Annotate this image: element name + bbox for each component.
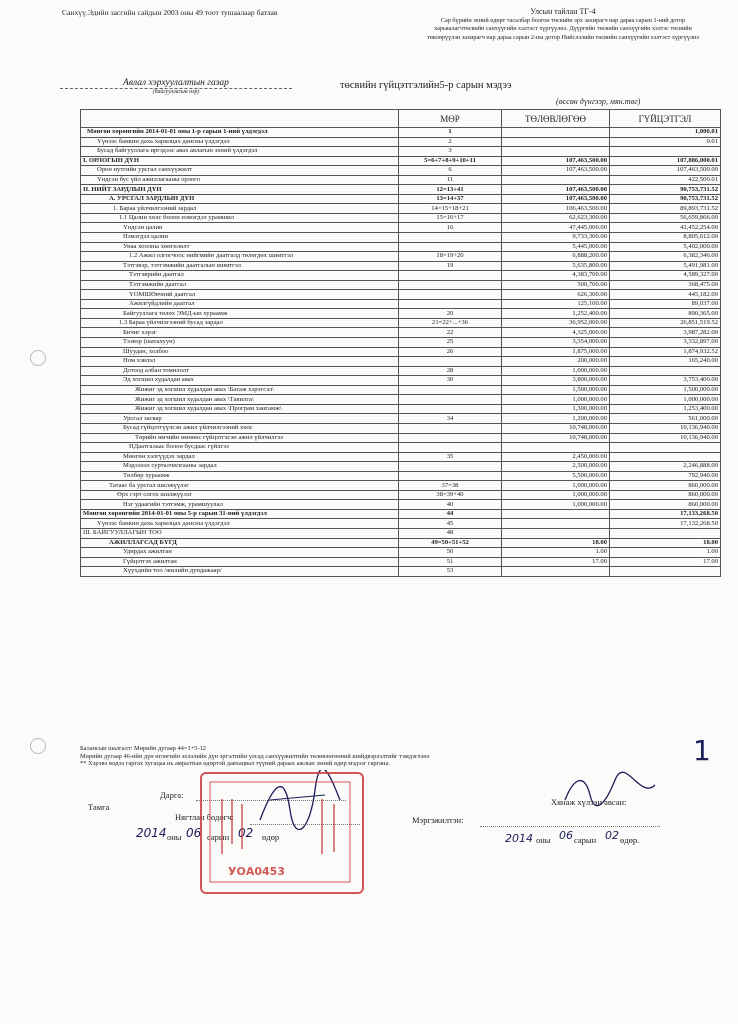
row-code: 40 [399,500,502,510]
table-row [81,528,721,538]
table-row [81,376,721,386]
row-actual-value: 6,382,346.00 [610,252,721,262]
handwritten-year-left: 2014 [136,826,167,840]
row-code [399,471,502,481]
row-label: Гүйцэтгэх ажилтан [81,557,399,567]
table-row [81,471,721,481]
row-actual-value: 860,000.00 [610,500,721,510]
row-actual-value: 5,402,000.00 [610,242,721,252]
row-actual-value: 1,500,000.00 [610,385,721,395]
row-label: 1.2 Ажил олгогчоос нийгмийн даатгалд төлөгдөх шимтгэл [81,252,399,262]
row-plan-value [502,567,610,577]
row-actual-value: 422,500.01 [610,175,721,185]
row-label: Үүнээс банкин дахь харилцах дансны үлдэгдэл [81,137,399,147]
row-code [399,242,502,252]
row-actual-value: 18.00 [610,538,721,548]
table-row [81,242,721,252]
row-plan-value: 2,450,000.00 [502,452,610,462]
table-row [81,538,721,548]
row-label: I. ОРЛОГЫН ДҮН [81,156,399,166]
row-code [399,271,502,281]
row-code [399,357,502,367]
row-code: 21=22+...+36 [399,318,502,328]
handwritten-month-left: 06 [186,826,202,840]
organization-sublabel: (байгууллагын нэр) [152,89,200,95]
margin-handwritten-mark: 1 [693,734,711,767]
row-code: 13=14+37 [399,194,502,204]
row-actual-value: 107,886,000.01 [610,156,721,166]
row-label: Татаас ба урсгал шилжүүлэг [81,481,399,491]
row-label: Байгууллага төлөх ЭМД-ын хураамж [81,309,399,319]
row-actual-value: 3,332,897.00 [610,338,721,348]
header-cell-label [81,110,399,128]
table-row [81,271,721,281]
row-plan-value: 1,500,000.00 [502,385,610,395]
table-row [81,194,721,204]
row-plan-value: 200,000.00 [502,357,610,367]
row-label: Унаа хоолны хөнгөлөлт [81,242,399,252]
row-plan-value: 17.00 [502,557,610,567]
row-label: Эд хогшил худалдан авах [81,376,399,386]
row-code [399,423,502,433]
row-label: Тээвэр (шатахуун) [81,338,399,348]
received-label: Хянаж хүлээн авсан: [551,797,627,807]
row-label: 1.1 Цалин хөлс болон нэмэгдэл урамшил [81,213,399,223]
row-label: Орон нутгийн урсгал санхүүжилт [81,166,399,176]
handwritten-month-right: 06 [559,829,573,842]
row-code [399,280,502,290]
row-actual-value [610,452,721,462]
row-plan-value: 10,748,000.00 [502,423,610,433]
row-label: Мөнгөн хэлгүүдэх зардал [81,452,399,462]
row-code: 38=39+40 [399,490,502,500]
footnote: ** Хэрэвэ мэдээ гаргах хугацаа нь амралтын өдөртэй давхацвал түүний дараах ажлын эхний өдөр мэдээг гаргана. [80,760,390,768]
table-row [81,318,721,328]
table-row [81,395,721,405]
row-label: Шуудан, холбоо [81,347,399,357]
unit-note: (өссөн дүнгээр, мян.төг) [556,97,641,106]
row-plan-value [502,528,610,538]
row-actual-value: 26,851,519.52 [610,318,721,328]
date-year-word-right: оны [536,835,551,845]
row-plan-value: 1,300,000.00 [502,404,610,414]
stamp-code: УОА0453 [228,865,285,878]
row-plan-value: 107,463,500.00 [502,156,610,166]
row-label: НДаатгалаас болон бусдаас гүйлгээ [81,443,399,453]
table-row [81,213,721,223]
row-plan-value: 125,100.00 [502,299,610,309]
row-code: 30 [399,376,502,386]
row-plan-value: 5,500,000.00 [502,471,610,481]
row-plan-value: 10,748,000.00 [502,433,610,443]
budget-table-body [81,110,721,577]
row-label: Үүнээс банкин дахь харилцах дансны үлдэгдэл [81,519,399,529]
row-label: III. БАЙГУУЛЛАГЫН ТОО [81,528,399,538]
table-row [81,357,721,367]
row-actual-value: 89,893,731.52 [610,204,721,214]
row-plan-value [502,519,610,529]
row-plan-value: 1,875,000.00 [502,347,610,357]
table-row [81,347,721,357]
table-row [81,252,721,262]
row-plan-value: 1,000,000.00 [502,366,610,376]
row-label: Тэтгэвэр, тэтгэмжийн даатгалын шимтгэл [81,261,399,271]
row-plan-value: 1,000,000.00 [502,500,610,510]
row-label: Урсгал засвар [81,414,399,424]
row-label: Дотоод албан томилолт [81,366,399,376]
row-plan-value: 1,200,000.00 [502,414,610,424]
row-label: 1.3 Бараа үйлчилгээний бусад зардал [81,318,399,328]
row-plan-value: 18.00 [502,538,610,548]
row-code: 11 [399,175,502,185]
row-label: Үндсэн цалин [81,223,399,233]
date-month-word-left: сарын [207,832,230,842]
row-code [399,233,502,243]
row-code: 28 [399,366,502,376]
row-code: 50 [399,548,502,558]
row-actual-value: 860,000.00 [610,490,721,500]
row-code [399,290,502,300]
row-code: 26 [399,347,502,357]
row-plan-value: 3,354,000.00 [502,338,610,348]
table-row [81,385,721,395]
row-plan-value: 36,952,000.00 [502,318,610,328]
row-plan-value [502,509,610,519]
row-actual-value: 90,753,731.52 [610,194,721,204]
row-plan-value [502,128,610,138]
row-label: Мөнгөн хөрөнгийн 2014-01-01 оны 1-р сарын 1-ний үлдэгдэл [81,128,399,138]
row-label: Төлбөр хураамж [81,471,399,481]
row-actual-value: 890,365.00 [610,309,721,319]
row-actual-value: 17,132,268.50 [610,519,721,529]
row-code: 44 [399,509,502,519]
row-label: Мөнгөн хөрөнгийн 2014-01-01 оны 5-р сарын 31-ний үлдэгдэл [81,509,399,519]
punch-hole [30,350,46,366]
row-code: 2 [399,137,502,147]
row-plan-value [502,443,610,453]
table-row [81,462,721,472]
accountant-label: Нягтлан бодогч: [175,812,234,822]
row-code [399,433,502,443]
handwritten-year-right: 2014 [505,832,533,845]
row-actual-value: 445,182.00 [610,290,721,300]
row-plan-value: 1,252,400.00 [502,309,610,319]
table-row [81,567,721,577]
row-actual-value: 90,753,731.52 [610,185,721,195]
table-row [81,548,721,558]
table-row [81,481,721,491]
form-header-right [418,6,708,42]
row-code: 12=13+41 [399,185,502,195]
header-cell-actual: ГҮЙЦЭТГЭЛ [610,110,721,128]
row-plan-value: 1,000,000.00 [502,395,610,405]
row-actual-value: 4,589,327.00 [610,271,721,281]
row-code: 34 [399,414,502,424]
table-row [81,414,721,424]
table-row [81,137,721,147]
row-plan-value: 2,500,000.00 [502,462,610,472]
row-plan-value: 9,733,300.00 [502,233,610,243]
row-label: Жижиг эд хогшил худалдан авах \Програм хангамж\ [81,404,399,414]
row-label: Бусад байгууллага иргэдээс авах авлагын эхний үлдэгдэл [81,147,399,157]
row-actual-value: 0.01 [610,137,721,147]
date-day-word-right: өдөр. [620,835,640,845]
row-label: Нэг удаагийн тэтгэмж, урамшуулал [81,500,399,510]
row-code [399,462,502,472]
row-plan-value: 47,445,000.00 [502,223,610,233]
row-actual-value: 3,753,400.00 [610,376,721,386]
row-code [399,299,502,309]
row-label: Жижиг эд хогшил худалдан авах \Багаж хэрэгсэл\ [81,385,399,395]
row-plan-value: 107,463,500.00 [502,185,610,195]
submission-instruction: Сар бүрийн эхний өдөрт тасалбар болгон төсвийн эрх захирагч нар дараа сарын 1-ний дотор харьяалагчтөсвийн санхүүгийн хэлтэст хүргүүлнэ. Дүүргийн төсвийн санхүүгийн хэлтэс төсвийн төвлөрүүлэн захирагч нар дараа сарын 2-ны дотор Нийслэлийн төсвийн санхүүгийн хэлтэст хүргүүлнэ [427,17,699,41]
row-plan-value: 500,700.00 [502,280,610,290]
row-label: Мэдээлэл сурталчилгааны зардал [81,462,399,472]
row-code: 49=50+51+52 [399,538,502,548]
table-row [81,490,721,500]
row-code: 6 [399,166,502,176]
row-code: 22 [399,328,502,338]
row-code: 3 [399,147,502,157]
document-title: төсвийн гүйцэтгэлийн5-р сарын мэдээ [340,80,512,91]
row-code: 35 [399,452,502,462]
row-plan-value: 5,635,800.00 [502,261,610,271]
row-code: 45 [399,519,502,529]
row-label: Төрийн өмчийн өмнөөс гүйцэтгэсэн ажил үйлчилгээ [81,433,399,443]
row-actual-value: 107,463,500.00 [610,166,721,176]
row-label: Үндсэн бус үйл ажиллагааны орлого [81,175,399,185]
row-code: 51 [399,557,502,567]
row-actual-value [610,147,721,157]
row-code: 19 [399,261,502,271]
row-code: 14=15+18+21 [399,204,502,214]
table-row [81,290,721,300]
row-code [399,385,502,395]
row-code: 5=6+7+8+9+10+11 [399,156,502,166]
row-actual-value: 17,133,268.50 [610,509,721,519]
form-approval-text: Санхүү.Эдийн засгийн сайдын 2003 оны 49 тоот тушаалаар батлав [62,8,278,17]
row-label: Бусад гүйцэтгүүлсэн ажил үйлчилгээний хөлс [81,423,399,433]
row-actual-value [610,528,721,538]
stamp-label: Тамга [88,802,110,812]
row-plan-value: 4,383,700.00 [502,271,610,281]
director-label: Дарга: [160,790,184,800]
table-row [81,261,721,271]
row-label: АЖИЛЛАГСАД БҮГД [81,538,399,548]
row-code [399,404,502,414]
row-actual-value: 10,136,940.00 [610,433,721,443]
row-code: 1 [399,128,502,138]
table-row [81,223,721,233]
table-row [81,500,721,510]
row-label: 1. Бараа үйлчилгээний зардал [81,204,399,214]
official-stamp [200,772,364,894]
table-row [81,452,721,462]
row-label: Тэтгэмжийн даатгал [81,280,399,290]
handwritten-day-right: 02 [605,829,619,842]
row-label: Өрх гэрт олгох шилжүүлэг [81,490,399,500]
row-label: Удирдах ажилтан [81,548,399,558]
table-row [81,519,721,529]
row-plan-value [502,137,610,147]
table-row [81,128,721,138]
row-actual-value [610,366,721,376]
row-plan-value: 107,463,500.00 [502,194,610,204]
row-plan-value: 626,300.00 [502,290,610,300]
row-label: Тэтгэврийн даатгал [81,271,399,281]
table-row [81,204,721,214]
date-month-word-right: сарын [574,835,597,845]
row-plan-value [502,175,610,185]
row-code: 16 [399,223,502,233]
table-row [81,280,721,290]
row-actual-value [610,443,721,453]
row-plan-value: 107,463,500.00 [502,166,610,176]
row-label: А. УРСГАЛ ЗАРДЛЫН ДҮН [81,194,399,204]
row-plan-value: 106,463,500.00 [502,204,610,214]
footnote: Мөрийн дугаар 46-ийн дүн өглөгийн эхлэлийн дүн эргэлтийн улсад санхүүжилтийн төлөвлөгөөний шийдвэрлэлтийг тэмдэглэнэ [80,752,430,760]
row-actual-value: 1,253,400.00 [610,404,721,414]
row-code: 15=16+17 [399,213,502,223]
row-actual-value: 10,136,940.00 [610,423,721,433]
table-row [81,443,721,453]
table-row [81,185,721,195]
table-row [81,423,721,433]
row-plan-value: 6,888,200.00 [502,252,610,262]
row-code: 20 [399,309,502,319]
row-actual-value: 1,874,932.52 [610,347,721,357]
row-actual-value: 1,000,000.00 [610,395,721,405]
table-row [81,166,721,176]
row-plan-value: 1,000,000.00 [502,481,610,491]
table-row [81,156,721,166]
row-actual-value: 165,240.00 [610,357,721,367]
row-code: 25 [399,338,502,348]
row-label: Ном хэвлэл [81,357,399,367]
row-plan-value [502,147,610,157]
row-actual-value: 8,805,612.00 [610,233,721,243]
organization-name: Авлал хэрхуулалтын газар [60,78,292,89]
row-label: Бичиг хэрэг [81,328,399,338]
row-label: Нэмэгдэл цалин [81,233,399,243]
row-label: II. НИЙТ ЗАРДЛЫН ДҮН [81,185,399,195]
row-actual-value: 17.00 [610,557,721,567]
form-code: Улсын тайлан ТГ-4 [530,7,596,16]
table-row [81,309,721,319]
row-plan-value: 5,445,000.00 [502,242,610,252]
header-cell-plan: ТӨЛӨВЛӨГӨӨ [502,110,610,128]
row-plan-value: 62,623,300.00 [502,213,610,223]
table-row [81,233,721,243]
row-actual-value: 792,940.00 [610,471,721,481]
row-code: 48 [399,528,502,538]
specialist-label: Мэргэжилтэн: [412,815,464,825]
row-code [399,395,502,405]
row-label: Хүүхдийн тоо /жилийн дундажаар/ [81,567,399,577]
budget-table [80,109,721,577]
row-actual-value: 42,452,254.00 [610,223,721,233]
row-code: 37=38 [399,481,502,491]
handwritten-day-left: 02 [238,826,254,840]
table-row [81,557,721,567]
table-row [81,175,721,185]
date-day-word-left: өдөр [262,832,280,842]
row-actual-value: 56,659,866.00 [610,213,721,223]
row-actual-value: 3,987,282.00 [610,328,721,338]
table-row [81,366,721,376]
table-row [81,509,721,519]
row-actual-value: 89,037.00 [610,299,721,309]
row-plan-value: 1.00 [502,548,610,558]
row-label: Жижиг эд хогшил худалдан авах \Тавилга\ [81,395,399,405]
row-plan-value: 1,000,000.00 [502,490,610,500]
table-row [81,147,721,157]
row-actual-value: 5,491,981.00 [610,261,721,271]
table-row [81,338,721,348]
row-code [399,443,502,453]
row-actual-value: 561,000.00 [610,414,721,424]
row-actual-value: 368,475.00 [610,280,721,290]
table-row [81,328,721,338]
table-header-row [81,110,721,128]
row-label: Ажилгүйдлийн даатгал [81,299,399,309]
header-cell-code: МӨР [399,110,502,128]
row-label: ҮОМШӨвчний даатгал [81,290,399,300]
row-actual-value: 1,000.01 [610,128,721,138]
specialist-signature-line [480,826,660,827]
row-actual-value: 2,246,888.00 [610,462,721,472]
footnotes [80,745,720,768]
row-actual-value: 860,000.00 [610,481,721,491]
specialist-signature [560,770,660,810]
row-code: 18=19+20 [399,252,502,262]
row-code: 53 [399,567,502,577]
punch-hole [30,738,46,754]
row-plan-value: 4,325,000.00 [502,328,610,338]
table-row [81,433,721,443]
row-plan-value: 3,800,000.00 [502,376,610,386]
footnote: Балансын шалгалт: Мөрийн дугаар 44=1+5-12 [80,745,206,752]
date-year-word-left: оны [167,832,182,842]
row-actual-value [610,567,721,577]
row-actual-value: 1.00 [610,548,721,558]
table-row [81,299,721,309]
table-row [81,404,721,414]
